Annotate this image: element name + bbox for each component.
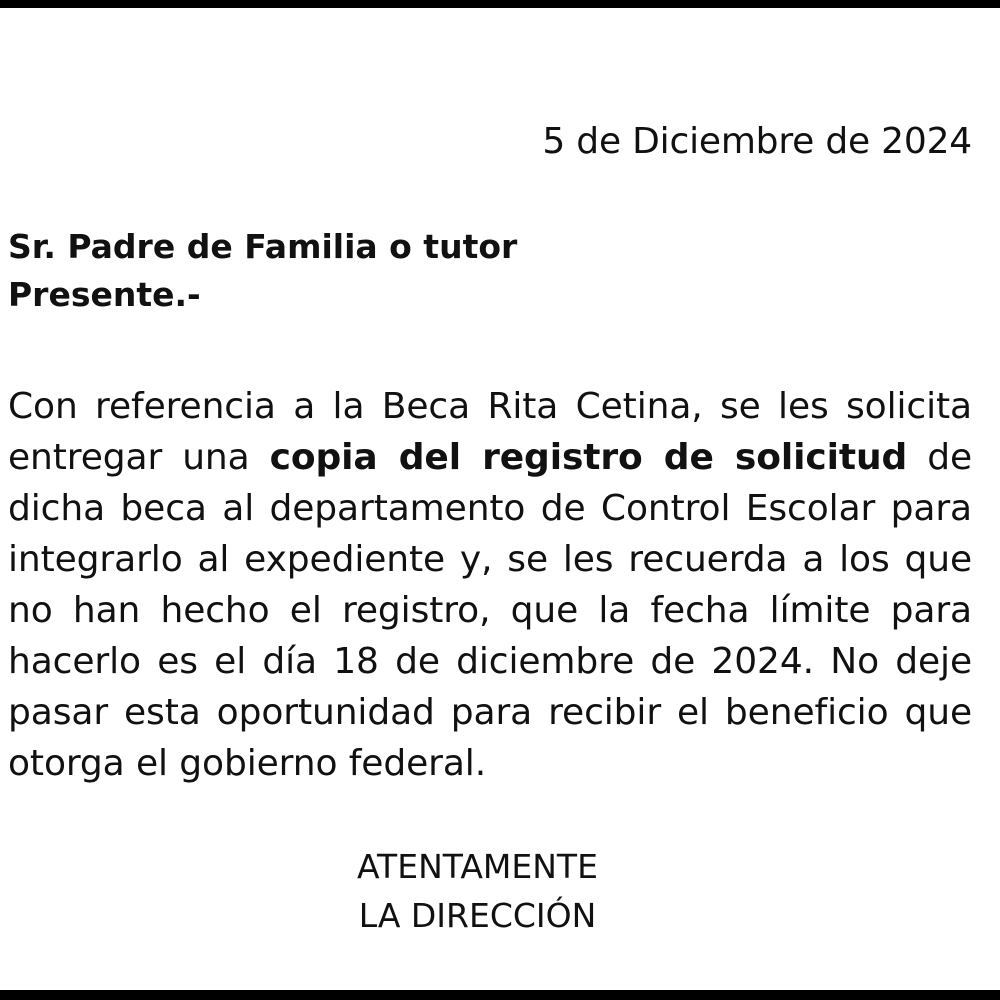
letter-date: 5 de Diciembre de 2024 xyxy=(542,121,972,162)
salutation-line-2: Presente.- xyxy=(8,274,201,314)
salutation-line-1: Sr. Padre de Familia o tutor xyxy=(8,227,518,266)
body-text-part-1: Con referencia a la Beca Rita Cetina, se les solicita entregar una xyxy=(8,385,972,478)
body-text-part-2: de dicha beca al departamento de Control Escolar para integrarlo al expediente y, se les recuerda a los que no han hecho el registro, que la fecha límite para hacerlo es el día 18 de diciembre de 2024. No deje pasar esta oportunidad para recibir el beneficio que otorga el gobierno federal. xyxy=(8,436,972,785)
closing-line-2: LA DIRECCIÓN xyxy=(358,896,597,936)
letter-closing xyxy=(8,842,972,941)
letter-body xyxy=(8,381,972,790)
body-text-emphasis: copia del registro de solicitud xyxy=(269,436,908,478)
top-letterbox-bar xyxy=(0,0,1000,8)
bottom-letterbox-bar xyxy=(0,990,1000,1000)
letter-salutation xyxy=(8,223,972,319)
letter-content xyxy=(0,8,1000,990)
closing-line-1: ATENTAMENTE xyxy=(357,846,598,886)
